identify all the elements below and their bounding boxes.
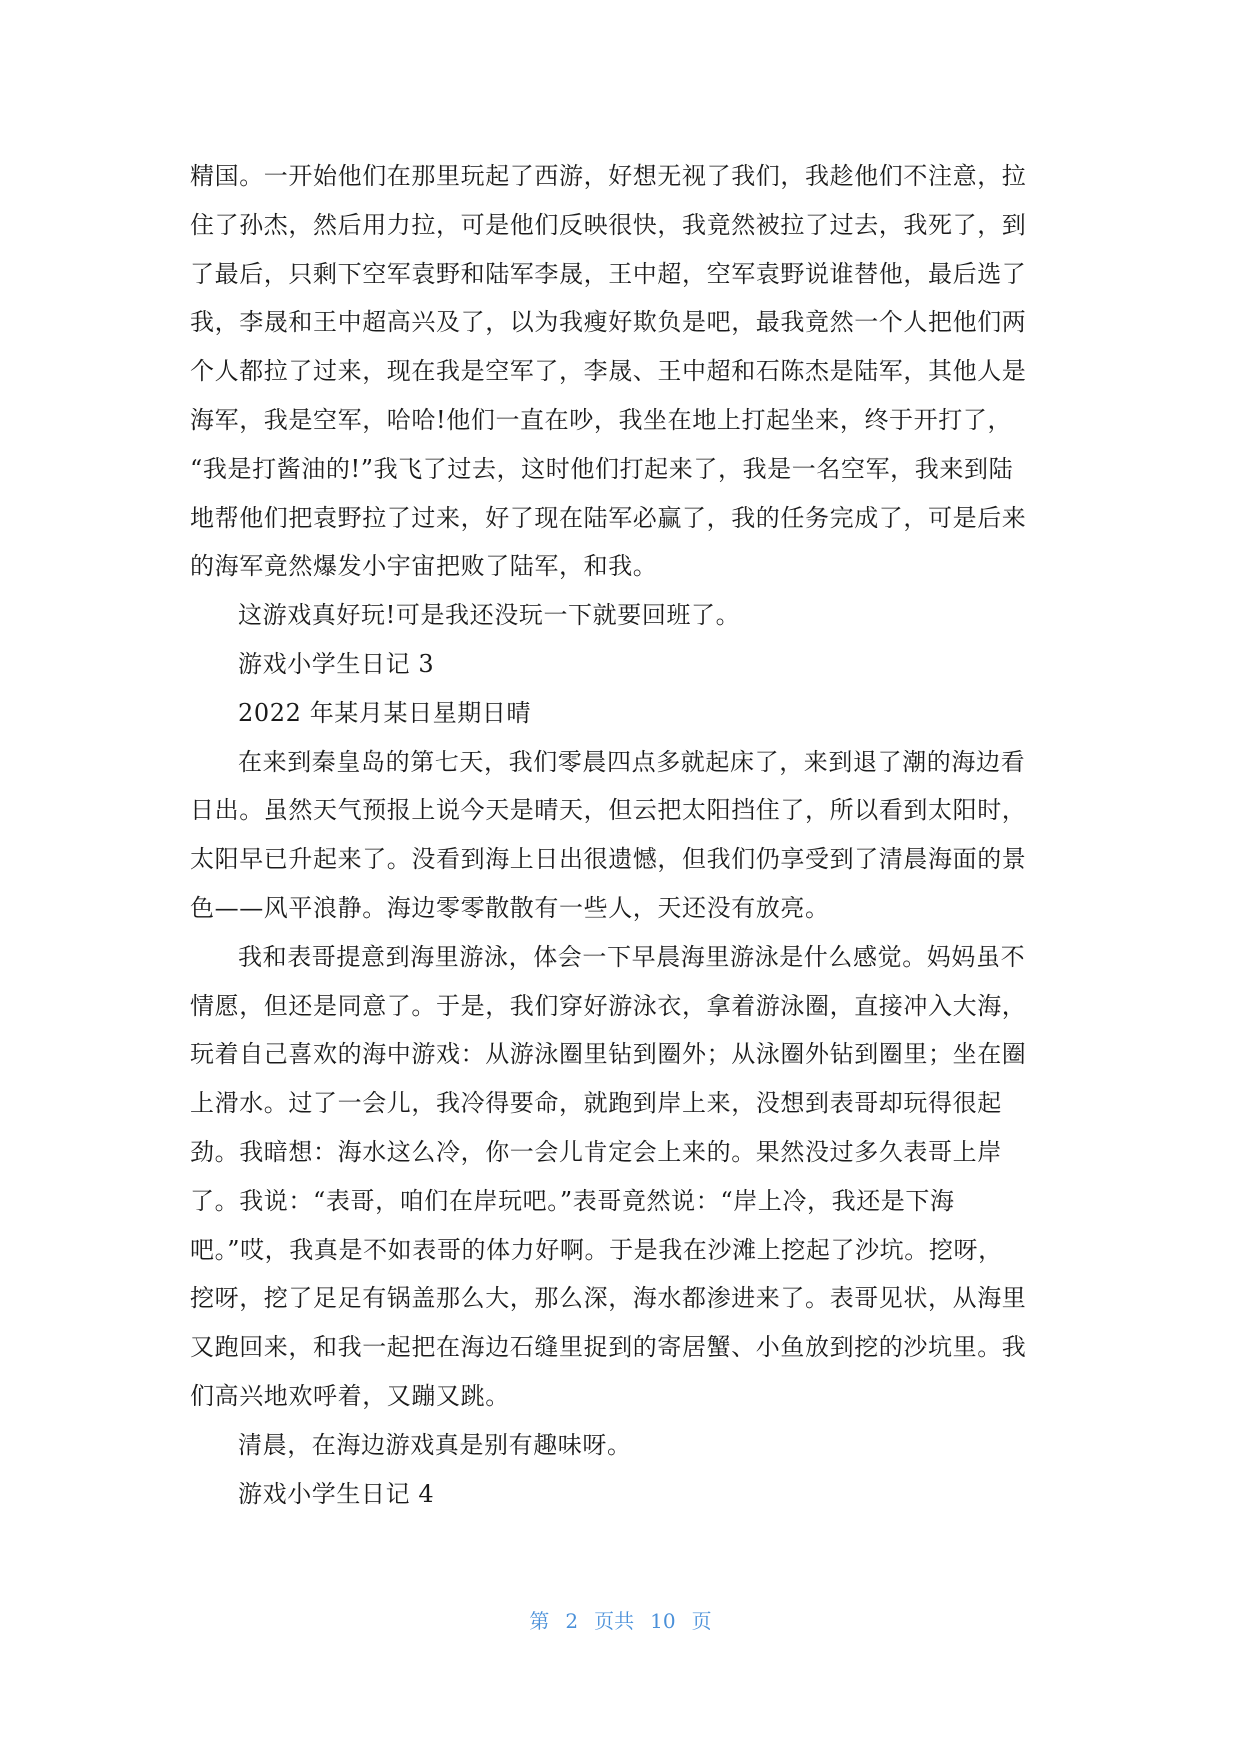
- text-line: 2022 年某月某日星期日晴: [238, 698, 532, 727]
- text-line: 玩着自己喜欢的海中游戏：从游泳圈里钻到圈外；从泳圈外钻到圈里；坐在圈: [190, 1040, 1027, 1069]
- text-line: 游戏小学生日记 3: [238, 649, 435, 678]
- text-line: 游戏小学生日记 4: [238, 1479, 435, 1508]
- footer-page-number: 2: [565, 1609, 579, 1633]
- text-line: “我是打酱油的!”我飞了过去，这时他们打起来了，我是一名空军，我来到陆: [190, 454, 1014, 483]
- document-body: [190, 152, 1058, 1518]
- footer-di: 第: [529, 1609, 550, 1633]
- text-line: 在来到秦皇岛的第七天，我们零晨四点多就起床了，来到退了潮的海边看: [238, 747, 1026, 776]
- text-line: 个人都拉了过来，现在我是空军了，李晟、王中超和石陈杰是陆军，其他人是: [190, 357, 1027, 386]
- text-line: 我，李晟和王中超高兴及了，以为我瘦好欺负是吧，最我竟然一个人把他们两: [190, 308, 1027, 337]
- text-line: 了最后，只剩下空军袁野和陆军李晟，王中超，空军袁野说谁替他，最后选了: [190, 259, 1027, 288]
- text-line: 地帮他们把袁野拉了过来，好了现在陆军必赢了，我的任务完成了，可是后来: [190, 503, 1027, 532]
- text-line: 上滑水。过了一会儿，我冷得要命，就跑到岸上来，没想到表哥却玩得很起: [190, 1089, 1002, 1118]
- text-line: 劲。我暗想：海水这么冷，你一会儿肯定会上来的。果然没过多久表哥上岸: [190, 1137, 1002, 1166]
- footer-ye: 页: [691, 1609, 712, 1633]
- text-line: 挖呀，挖了足足有锅盖那么大，那么深，海水都渗进来了。表哥见状，从海里: [190, 1284, 1027, 1313]
- footer-ye-gong: 页共: [594, 1609, 635, 1633]
- footer-total-pages: 10: [650, 1609, 676, 1633]
- text-line: 情愿，但还是同意了。于是，我们穿好游泳衣，拿着游泳圈，直接冲入大海，: [190, 991, 1027, 1020]
- text-line: 又跑回来，和我一起把在海边石缝里捉到的寄居蟹、小鱼放到挖的沙坑里。我: [190, 1333, 1027, 1362]
- text-line: 太阳早已升起来了。没看到海上日出很遗憾，但我们仍享受到了清晨海面的景: [190, 845, 1027, 874]
- text-line: 吧。”哎，我真是不如表哥的体力好啊。于是我在沙滩上挖起了沙坑。挖呀，: [190, 1235, 1003, 1264]
- text-line: 日出。虽然天气预报上说今天是晴天，但云把太阳挡住了，所以看到太阳时，: [190, 796, 1027, 825]
- page-footer: [0, 1605, 1241, 1634]
- text-line: 精国。一开始他们在那里玩起了西游，好想无视了我们，我趁他们不注意，拉: [190, 162, 1027, 190]
- text-line: 色——风平浪静。海边零零散散有一些人，天还没有放亮。: [190, 893, 830, 922]
- text-line: 这游戏真好玩!可是我还没玩一下就要回班了。: [238, 601, 741, 630]
- text-line: 住了孙杰，然后用力拉，可是他们反映很快，我竟然被拉了过去，我死了，到: [190, 210, 1027, 239]
- text-line: 我和表哥提意到海里游泳，体会一下早晨海里游泳是什么感觉。妈妈虽不: [238, 942, 1026, 971]
- text-line: 了。我说：“表哥，咱们在岸玩吧。”表哥竟然说：“岸上冷，我还是下海: [190, 1186, 955, 1215]
- text-line: 们高兴地欢呼着，又蹦又跳。: [190, 1381, 510, 1410]
- text-line: 的海军竟然爆发小宇宙把败了陆军，和我。: [190, 552, 658, 581]
- text-line: 清晨，在海边游戏真是别有趣味呀。: [238, 1430, 632, 1459]
- text-line: 海军，我是空军，哈哈!他们一直在吵，我坐在地上打起坐来，终于开打了，: [190, 405, 1013, 434]
